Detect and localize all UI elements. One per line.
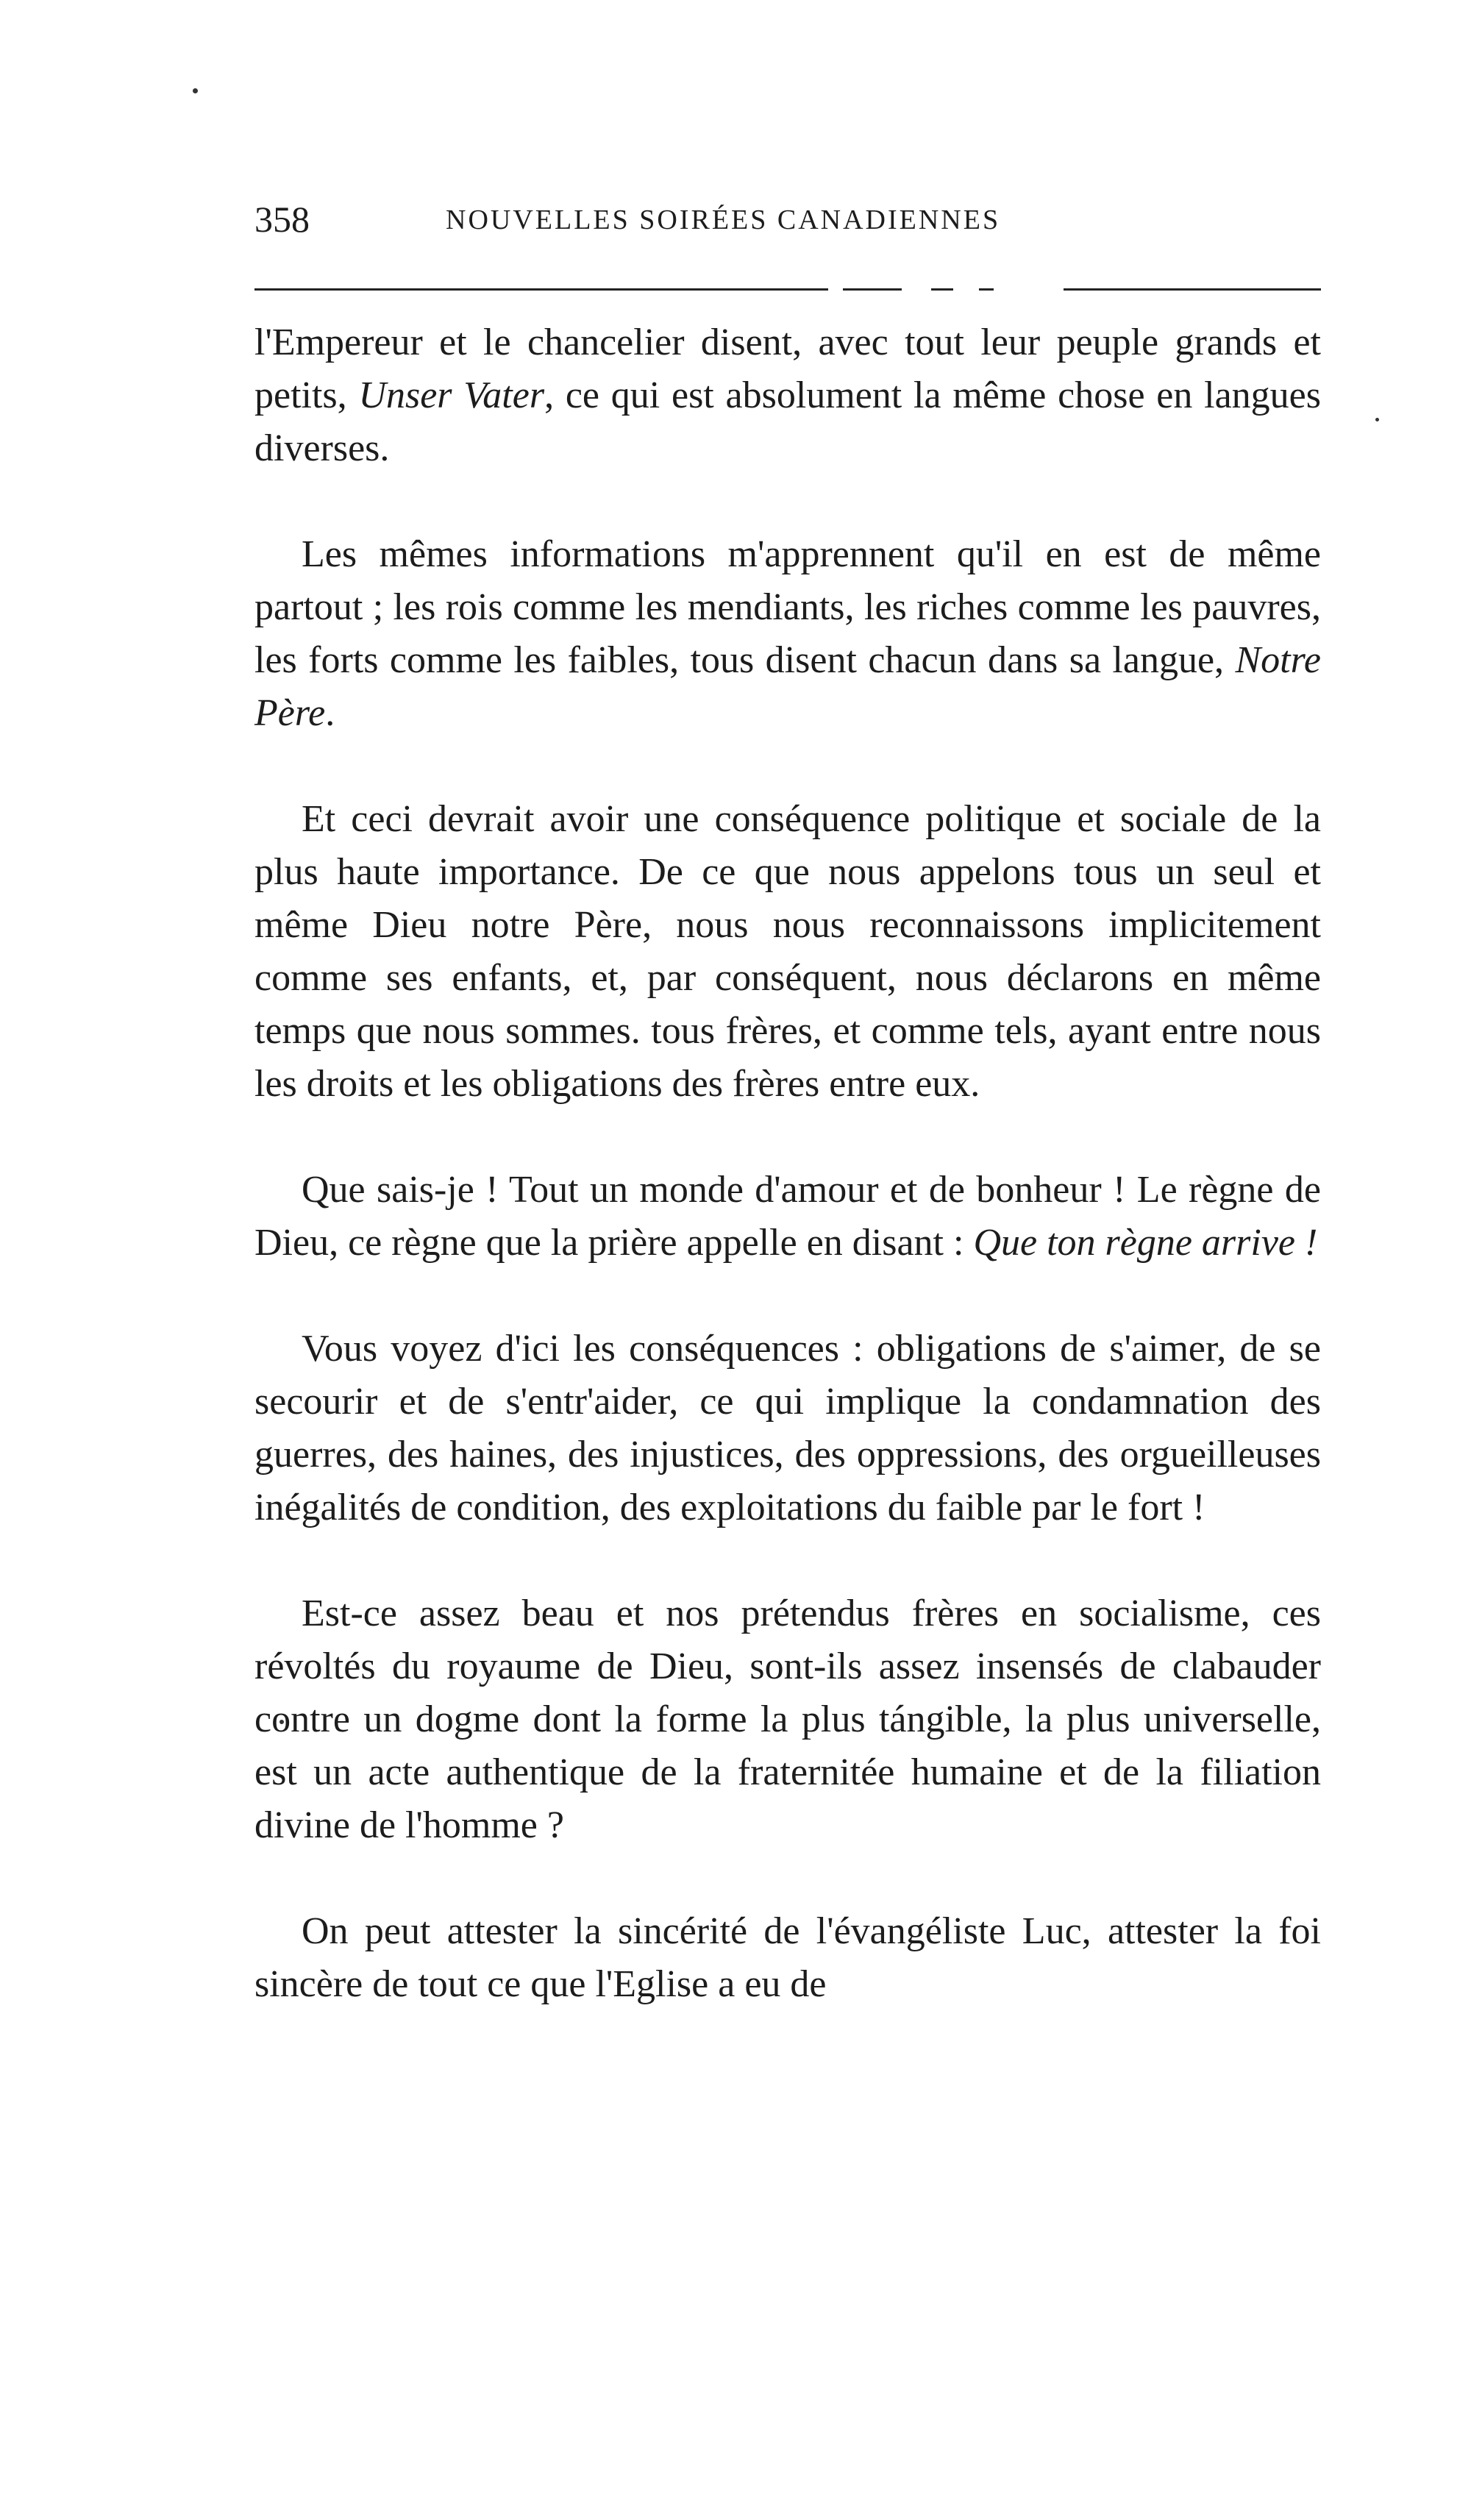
stray-ink-dot: [1375, 418, 1379, 421]
paragraph-text: Vous voyez d'ici les conséquences : obligations de s'aimer, de se secourir et de s'entr'aider, ce qui implique la condamnation des guerres, des haines, des injustices, des oppressions, des orgueilleuses inégalités de condition, des exploitations du faible par le fort !: [254, 1328, 1321, 1528]
paragraph: [254, 1323, 1321, 1534]
paragraph-italic: Que ton règne arrive !: [973, 1222, 1318, 1264]
running-header: [254, 197, 1321, 249]
paragraph-text-end: .: [325, 692, 335, 734]
paragraph: [254, 1905, 1321, 2011]
paragraph-text: l'Empereur et le chancelier disent, avec tout leur peuple grands et petits,: [254, 321, 1321, 416]
body-text: [254, 316, 1321, 2011]
paragraph: [254, 793, 1321, 1111]
paragraph-italic: Unser Vater: [358, 374, 545, 416]
paragraph: [254, 1164, 1321, 1270]
paragraph: [254, 316, 1321, 475]
stray-ink-dot: [193, 88, 198, 93]
paragraph-text: Les mêmes informations m'apprennent qu'il en est de même partout ; les rois comme les mendiants, les riches comme les pauvres, les forts comme les faibles, tous disent chacun dans sa langue,: [254, 533, 1321, 681]
paragraph-text: On peut attester la sincérité de l'évangéliste Luc, attester la foi sincère de tout ce que l'Eglise a eu de: [254, 1910, 1321, 2005]
paragraph-italic: Notre Père: [254, 639, 1321, 734]
paragraph: [254, 528, 1321, 740]
page-number: 358: [254, 199, 310, 240]
header-rule: [254, 288, 1321, 291]
paragraph-text: Et ceci devrait avoir une conséquence politique et sociale de la plus haute importance. De ce que nous appelons tous un seul et même Dieu notre Père, nous nous reconnaissons implicitement comme ses enfants, et, par conséquent, nous déclarons en même temps que nous sommes. tous frères, et comme tels, ayant entre nous les droits et les obligations des frères entre eux.: [254, 798, 1321, 1105]
paragraph-text-end: , ce qui est absolument la même chose en langues diverses.: [254, 374, 1321, 469]
paragraph: [254, 1587, 1321, 1852]
running-title: NOUVELLES SOIRÉES CANADIENNES: [446, 204, 1001, 235]
paragraph-text: Que sais-je ! Tout un monde d'amour et de bonheur ! Le règne de Dieu, ce règne que la prière appelle en disant :: [254, 1169, 1321, 1264]
paragraph-text: Est-ce assez beau et nos prétendus frères en socialisme, ces révoltés du royaume de Dieu, sont-ils assez insensés de clabauder contre un dogme dont la forme la plus tángible, la plus universelle, est un acte authentique de la fraternitée humaine et de la filiation divine de l'homme ?: [254, 1592, 1321, 1846]
